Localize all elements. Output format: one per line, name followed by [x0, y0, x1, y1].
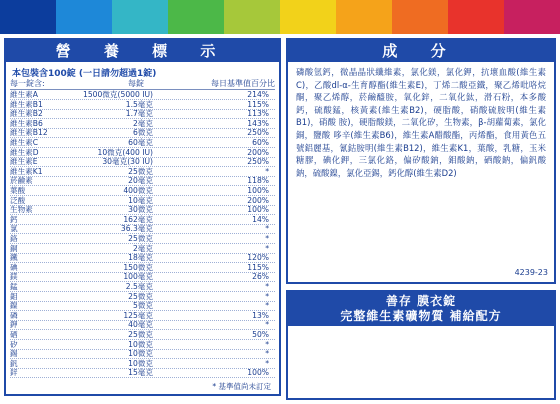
- nutrition-row: [10, 205, 275, 215]
- nutrient-amount: 25微克: [128, 291, 153, 301]
- nutrient-amount: 30毫克(30 IU): [102, 157, 153, 167]
- nutrient-amount: 25微克: [128, 330, 153, 339]
- nutrient-percent: *: [265, 243, 269, 253]
- nutrient-amount: 100毫克: [123, 272, 153, 282]
- nutrient-name: 鉀: [10, 320, 18, 330]
- nutrition-row: [10, 157, 275, 167]
- rainbow-stripe: [224, 0, 280, 34]
- nutrient-name: 鈣: [10, 214, 18, 224]
- nutrition-row: [10, 128, 275, 138]
- nutrient-name: 維生素C: [10, 138, 39, 147]
- header-percent: 每日基準值百分比: [211, 79, 275, 88]
- nutrition-row: [10, 253, 275, 263]
- ingredients-text: 磷酸氫鈣，微晶晶狀纖維素，氯化鎂，氯化鉀，抗壞血酸(維生素C)，乙酸dl-α-生育醇酯(維生素E)，丁烯二酸亞鐵，聚乙烯吡咯烷酮，聚乙烯醇，菸鹼醯胺，氧化鋅，二氧化鈦，滑石粉，本多酸鈣，硫酸錳，核黃素(維生素B2)，硬脂酸，硝酸硫胺明(維生素B1)，硝酸 胺)，硬脂酸鎂，二氧化矽，生物素，β-胡蘿蔔素，氯化銅，鹽酸 哆辛(維生素B6)，維生素A醋酸酯，丙烯酯，食用黃色五號鋁麗基，氰鈷胺明(維生素B12)，維生素K1，葉酸，乳糖，玉米糖膠，碘化鉀，三氯化鉻，偏矽酸鈉，鉬酸鈉，硒酸鈉，偏釩酸鈉，硫酸鎳，氯化亞錫，鈣化醇(維生素D2): [296, 67, 546, 178]
- nutrient-percent: *: [265, 339, 269, 349]
- nutrition-subtitle: 本包裝含100錠 (一日請勿超過1錠): [12, 69, 157, 79]
- nutrient-name: 鉻: [10, 234, 18, 243]
- nutrition-row: [10, 234, 275, 244]
- header-amount: 每錠: [128, 79, 144, 88]
- nutrient-name: 錫: [10, 349, 18, 359]
- rainbow-stripe: [0, 0, 56, 34]
- nutrient-amount: 30微克: [128, 205, 153, 215]
- nutrient-name: 釩: [10, 358, 18, 368]
- nutrition-header: [10, 78, 275, 90]
- nutrient-name: 鉬: [10, 291, 18, 301]
- nutrient-name: 維生素A: [10, 90, 38, 99]
- nutrient-percent: 100%: [247, 186, 269, 195]
- nutrient-amount: 2毫克: [132, 243, 153, 253]
- nutrient-percent: 50%: [252, 330, 269, 339]
- usage-panel: [286, 290, 556, 400]
- nutrition-footnote: * 基準值尚未訂定: [212, 382, 271, 391]
- nutrient-amount: 10毫克: [128, 195, 153, 205]
- nutrient-amount: 400微克: [123, 186, 153, 195]
- nutrient-name: 生物素: [10, 205, 33, 215]
- nutrient-name: 泛酸: [10, 195, 26, 205]
- product-code: 4239-23: [514, 268, 548, 277]
- nutrient-name: 維生素D: [10, 147, 39, 157]
- nutrient-percent: *: [265, 358, 269, 368]
- nutrient-percent: *: [265, 291, 269, 301]
- nutrition-row: [10, 349, 275, 359]
- nutrient-percent: 200%: [247, 195, 269, 205]
- nutrient-percent: *: [265, 166, 269, 176]
- nutrient-amount: 125毫克: [123, 310, 153, 320]
- nutrient-percent: *: [265, 320, 269, 330]
- nutrient-amount: 162毫克: [123, 214, 153, 224]
- nutrient-name: 氯: [10, 224, 18, 234]
- nutrient-name: 鐵: [10, 253, 18, 263]
- nutrient-name: 鎳: [10, 301, 18, 311]
- nutrient-amount: 25微克: [128, 166, 153, 176]
- header-name: 每一錠含:: [10, 79, 45, 88]
- nutrient-amount: 1.7毫克: [125, 109, 153, 119]
- nutrient-percent: 100%: [247, 205, 269, 215]
- rainbow-stripe: [448, 0, 504, 34]
- nutrient-amount: 2.5毫克: [125, 282, 153, 291]
- nutrient-percent: 143%: [247, 118, 269, 128]
- nutrition-row: [10, 90, 275, 100]
- nutrient-percent: 120%: [247, 253, 269, 263]
- rainbow-stripe: [336, 0, 392, 34]
- nutrient-name: 維生素B12: [10, 128, 48, 138]
- nutrient-name: 菸鹼素: [10, 176, 33, 186]
- nutrient-name: 銅: [10, 243, 18, 253]
- nutrition-row: [10, 330, 275, 340]
- nutrient-amount: 1.5毫克: [125, 99, 153, 109]
- usage-title-line1: 善存 膜衣錠: [385, 294, 457, 308]
- rainbow-stripe: [280, 0, 336, 34]
- nutrient-amount: 2毫克: [132, 118, 153, 128]
- nutrient-percent: 115%: [247, 262, 269, 272]
- rainbow-stripe: [168, 0, 224, 34]
- nutrient-percent: 113%: [247, 109, 269, 119]
- nutrient-name: 維生素K1: [10, 166, 43, 176]
- nutrient-amount: 60毫克: [128, 138, 153, 147]
- ingredients-panel: [286, 38, 556, 284]
- nutrient-percent: *: [265, 234, 269, 243]
- nutrient-name: 矽: [10, 339, 18, 349]
- nutrient-amount: 10微克: [128, 339, 153, 349]
- nutrition-row: [10, 138, 275, 148]
- nutrient-name: 維生素B2: [10, 109, 43, 119]
- nutrition-title: 營 養 標 示: [6, 40, 279, 62]
- nutrition-row: [10, 224, 275, 234]
- nutrient-amount: 20毫克: [128, 176, 153, 186]
- nutrient-name: 鋅: [10, 368, 18, 378]
- nutrient-name: 維生素B1: [10, 99, 43, 109]
- nutrient-amount: 18毫克: [128, 253, 153, 263]
- nutrient-name: 維生素E: [10, 157, 38, 167]
- nutrient-amount: 10微克: [128, 349, 153, 359]
- nutrient-amount: 25微克: [128, 234, 153, 243]
- nutrient-percent: 250%: [247, 157, 269, 167]
- nutrient-percent: 13%: [252, 310, 269, 320]
- nutrient-name: 維生素B6: [10, 118, 43, 128]
- ingredients-title: 成 分: [288, 40, 554, 62]
- nutrition-row: [10, 368, 275, 378]
- nutrient-name: 鎂: [10, 272, 18, 282]
- nutrient-amount: 1500微克(5000 IU): [83, 90, 153, 99]
- nutrition-row: [10, 186, 275, 196]
- nutrition-row: [10, 282, 275, 292]
- nutrient-percent: *: [265, 349, 269, 359]
- nutrient-percent: 26%: [252, 272, 269, 282]
- usage-title: [288, 292, 554, 326]
- nutrient-percent: 250%: [247, 128, 269, 138]
- nutrient-percent: 100%: [247, 368, 269, 378]
- usage-title-line2: 完整維生素礦物質 補給配方: [340, 309, 502, 323]
- nutrient-amount: 36.3毫克: [120, 224, 153, 234]
- nutrient-name: 碘: [10, 262, 18, 272]
- nutrient-name: 葉酸: [10, 186, 26, 195]
- rainbow-stripe: [112, 0, 168, 34]
- nutrient-percent: 118%: [247, 176, 269, 186]
- nutrient-amount: 6微克: [132, 128, 153, 138]
- nutrient-percent: *: [265, 282, 269, 291]
- nutrient-percent: *: [265, 301, 269, 311]
- nutrition-row: [10, 301, 275, 311]
- nutrition-row: [10, 176, 275, 186]
- nutrient-name: 硒: [10, 330, 18, 339]
- nutrient-name: 錳: [10, 282, 18, 291]
- nutrient-percent: 214%: [247, 90, 269, 99]
- nutrient-percent: 115%: [247, 99, 269, 109]
- nutrient-name: 磷: [10, 310, 18, 320]
- nutrient-percent: *: [265, 224, 269, 234]
- nutrient-percent: 200%: [247, 147, 269, 157]
- nutrient-amount: 5微克: [132, 301, 153, 311]
- nutrient-amount: 150微克: [123, 262, 153, 272]
- rainbow-stripe: [56, 0, 112, 34]
- nutrition-row: [10, 320, 275, 330]
- nutrient-amount: 10微克: [128, 358, 153, 368]
- nutrient-percent: 60%: [252, 138, 269, 147]
- rainbow-bar: [0, 0, 560, 34]
- nutrient-percent: 14%: [252, 214, 269, 224]
- rainbow-stripe: [504, 0, 560, 34]
- nutrition-row: [10, 272, 275, 282]
- nutrition-row: [10, 109, 275, 119]
- nutrient-amount: 10微克(400 IU): [97, 147, 153, 157]
- nutrient-amount: 15毫克: [128, 368, 153, 378]
- rainbow-stripe: [392, 0, 448, 34]
- nutrition-panel: [4, 38, 281, 396]
- nutrient-amount: 40毫克: [128, 320, 153, 330]
